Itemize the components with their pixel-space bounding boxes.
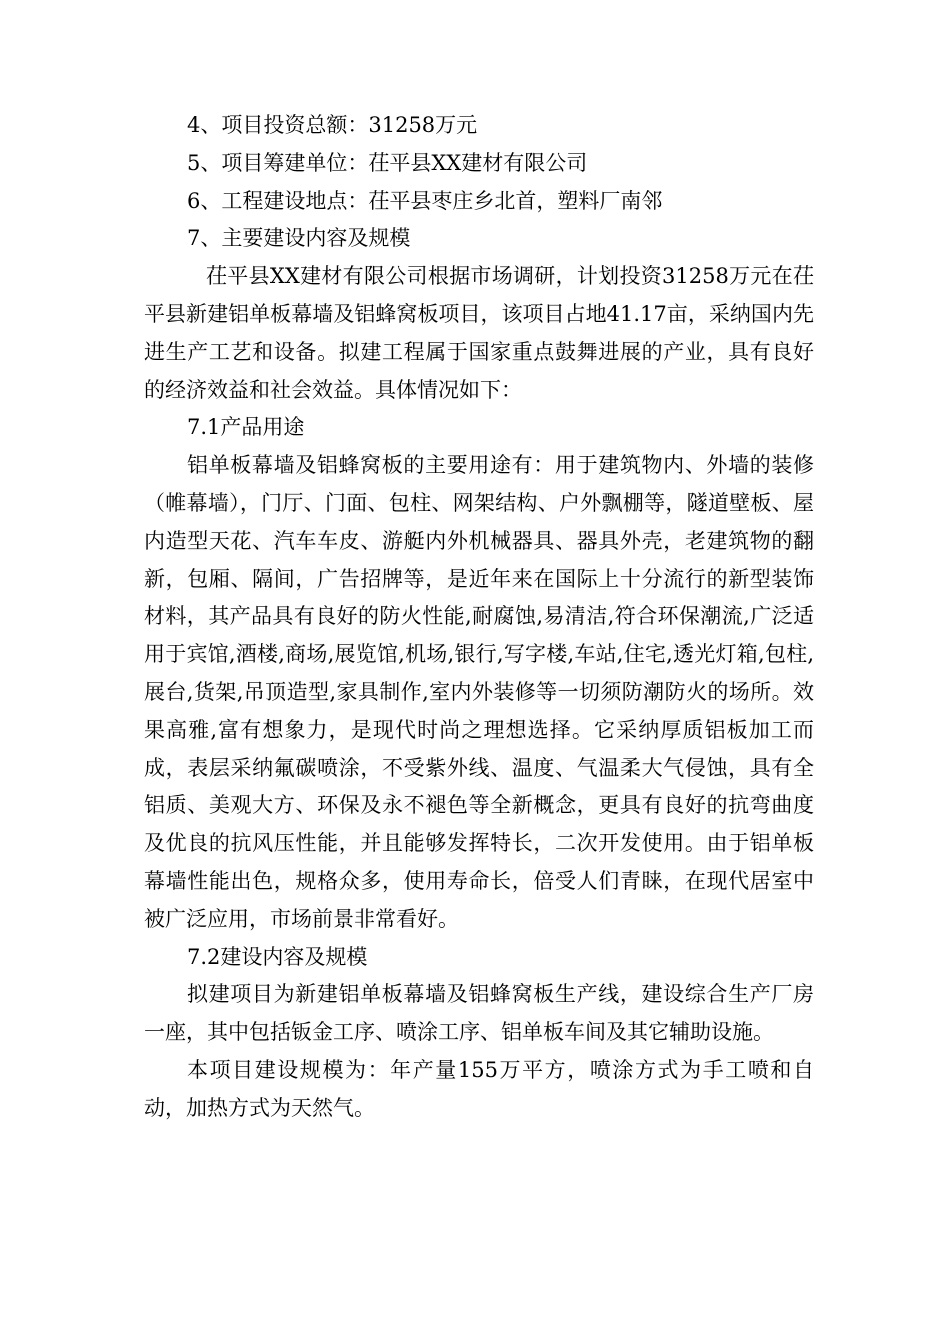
section-7-1-heading: 7.1产品用途 bbox=[187, 415, 305, 440]
item-content-title: 7、主要建设内容及规模 bbox=[187, 226, 411, 251]
item-investment: 4、项目投资总额：31258万元 bbox=[187, 113, 478, 137]
section-7-1-paragraph: 铝单板幕墙及铝蜂窝板的主要用途有：用于建筑物内、外墙的装修（帷幕墙），门厅、门面、包柱、网架结构、户外飘棚等，隧道壁板、屋内造型天花、汽车车皮、游艇内外机械器具、器具外壳，老建筑物的翻新，包厢、隔间，广告招牌等，是近年来在国际上十分流行的新型装饰材料，其产品具有良好的防火性能,耐腐蚀,易清洁,符合环保潮流,广泛适用于宾馆,酒楼,商场,展览馆,机场,银行,写字楼,车站,住宅,透光灯箱,包柱,展台,货架,吊顶造型,家具制作,室内外装修等一切须防潮防火的场所。效果高雅,富有想象力，是现代时尚之理想选择。它采纳厚质铝板加工而成，表层采纳氟碳喷涂，不受紫外线、温度、气温柔大气侵蚀，具有全铝质、美观大方、环保及永不褪色等全新概念，更具有良好的抗弯曲度及优良的抗风压性能，并且能够发挥特长，二次开发使用。由于铝单板幕墙性能出色，规格众多，使用寿命长，倍受人们青睐，在现代居室中被广泛应用，市场前景非常看好。 bbox=[144, 453, 814, 931]
section-7-2-paragraph-1: 拟建项目为新建铝单板幕墙及铝蜂窝板生产线，建设综合生产厂房一座，其中包括钣金工序、喷涂工序、铝单板车间及其它辅助设施。 bbox=[144, 982, 814, 1045]
section-7-2-paragraph-2: 本项目建设规模为：年产量155万平方，喷涂方式为手工喷和自动，加热方式为天然气。 bbox=[144, 1057, 814, 1120]
item-builder: 5、项目筹建单位：茌平县XX建材有限公司 bbox=[187, 150, 588, 175]
item-location: 6、工程建设地点：茌平县枣庄乡北首，塑料厂南邻 bbox=[187, 188, 663, 213]
section-7-2-heading: 7.2建设内容及规模 bbox=[187, 944, 368, 969]
intro-paragraph: 茌平县XX建材有限公司根据市场调研，计划投资31258万元在茌平县新建铝单板幕墙及铝蜂窝板项目，该项目占地41.17亩，采纳国内先进生产工艺和设备。拟建工程属于国家重点鼓舞进展的产业，具有良好的经济效益和社会效益。具体情况如下： bbox=[144, 264, 814, 402]
document-body bbox=[144, 107, 814, 1128]
